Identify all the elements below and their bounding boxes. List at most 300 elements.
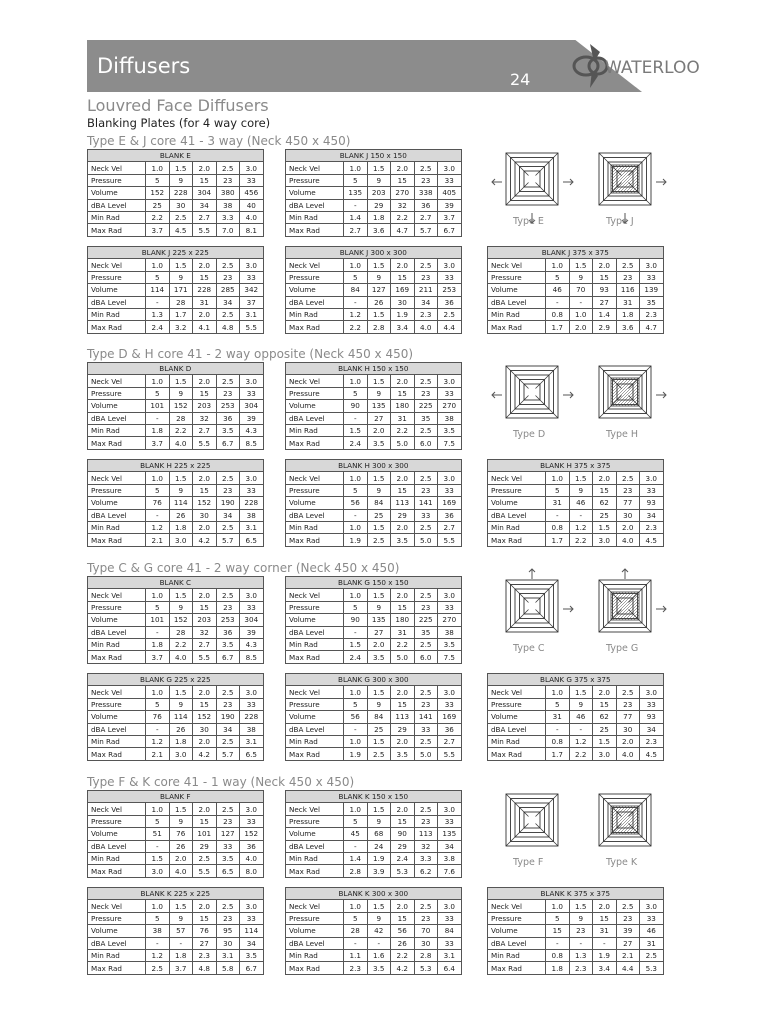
table-cell: 3.0 <box>240 686 264 698</box>
table-cell: 3.0 <box>640 472 664 484</box>
row-label: Neck Vel <box>286 375 344 387</box>
airflow-arrow-icon <box>620 564 632 583</box>
diagram-caption: Type K <box>606 857 638 868</box>
table-cell: 5 <box>344 484 368 496</box>
table-row <box>286 828 462 840</box>
table-cell: 0.8 <box>546 521 570 533</box>
table-row <box>488 962 664 974</box>
table-cell: 56 <box>344 497 368 509</box>
diagram-caption: Type D <box>513 429 546 440</box>
table-cell: 1.7 <box>546 321 570 333</box>
table-cell: 1.0 <box>146 472 170 484</box>
table-cell: 253 <box>216 400 240 412</box>
table-cell: 39 <box>240 412 264 424</box>
table-cell: 1.0 <box>546 472 570 484</box>
row-label: Min Rad <box>286 308 344 320</box>
table-cell: 4.8 <box>216 321 240 333</box>
table-cell: 1.0 <box>146 803 170 815</box>
table-cell: 31 <box>391 412 415 424</box>
table-cell: 6.5 <box>216 865 240 877</box>
table-cell: 30 <box>391 296 415 308</box>
table-row <box>286 748 462 760</box>
table-row <box>286 211 462 223</box>
table-cell: 5 <box>344 912 368 924</box>
table-cell: 15 <box>391 815 415 827</box>
table-cell: 9 <box>169 698 193 710</box>
table-row <box>286 387 462 399</box>
table-row <box>488 912 664 924</box>
table-cell: 2.2 <box>569 534 593 546</box>
table-cell: 2.5 <box>216 803 240 815</box>
table-cell: 1.0 <box>146 259 170 271</box>
row-label: Pressure <box>286 484 344 496</box>
table-cell: 3.0 <box>169 534 193 546</box>
table-cell: 23 <box>414 387 438 399</box>
table-cell: 23 <box>216 484 240 496</box>
table-row <box>88 308 264 320</box>
table-cell: 2.3 <box>640 735 664 747</box>
table-cell: 4.2 <box>193 534 217 546</box>
table-row <box>88 686 264 698</box>
table-cell: 23 <box>414 912 438 924</box>
table-cell: 3.7 <box>146 224 170 236</box>
table-cell: 34 <box>414 296 438 308</box>
row-label: Neck Vel <box>286 162 344 174</box>
table-cell: 114 <box>169 711 193 723</box>
table-row <box>88 912 264 924</box>
table-row <box>488 534 664 546</box>
table-cell: 2.0 <box>367 424 391 436</box>
table-cell: 1.8 <box>146 638 170 650</box>
table-cell: 33 <box>438 174 462 186</box>
table-cell: 36 <box>216 626 240 638</box>
table-cell: 70 <box>569 284 593 296</box>
row-label: Pressure <box>488 271 546 283</box>
table-cell: 3.0 <box>240 900 264 912</box>
table-cell: 2.8 <box>344 865 368 877</box>
table-row <box>88 174 264 186</box>
table-cell: 33 <box>438 484 462 496</box>
table-row <box>286 840 462 852</box>
table-cell: 15 <box>391 484 415 496</box>
table-cell: 35 <box>640 296 664 308</box>
diagram-caption: Type H <box>606 429 638 440</box>
airflow-arrow-icon <box>563 601 575 620</box>
row-label: dBA Level <box>88 509 146 521</box>
table-cell: 1.5 <box>569 686 593 698</box>
table-row <box>286 472 462 484</box>
table-row <box>88 723 264 735</box>
table-cell: 1.5 <box>169 259 193 271</box>
page-header-title: Diffusers <box>97 54 191 78</box>
table-cell: 1.0 <box>146 375 170 387</box>
table-cell: 3.5 <box>367 651 391 663</box>
table-cell: 84 <box>438 925 462 937</box>
table-cell: 23 <box>616 484 640 496</box>
table-cell: 5 <box>146 271 170 283</box>
table-cell: 2.2 <box>391 424 415 436</box>
table-cell: 2.5 <box>216 521 240 533</box>
diffuser-diagram-icon <box>598 793 652 851</box>
performance-table <box>87 790 264 878</box>
table-title: BLANK J 150 x 150 <box>286 150 462 162</box>
table-row <box>88 259 264 271</box>
table-row <box>286 601 462 613</box>
table-cell: 2.5 <box>169 211 193 223</box>
table-title: BLANK E <box>88 150 264 162</box>
table-cell: 2.4 <box>391 852 415 864</box>
table-cell: 5.0 <box>391 437 415 449</box>
table-cell: 36 <box>414 199 438 211</box>
row-label: dBA Level <box>88 626 146 638</box>
table-cell: 62 <box>593 711 617 723</box>
table-cell: 5.5 <box>240 321 264 333</box>
table-cell: 2.0 <box>391 803 415 815</box>
table-cell: 7.0 <box>216 224 240 236</box>
table-cell: 2.5 <box>414 900 438 912</box>
diagram-caption: Type C <box>513 643 545 654</box>
table-cell: 28 <box>344 925 368 937</box>
table-cell: 3.6 <box>616 321 640 333</box>
row-label: Pressure <box>488 698 546 710</box>
table-cell: - <box>569 509 593 521</box>
table-cell: 3.0 <box>240 375 264 387</box>
table-cell: 4.0 <box>616 534 640 546</box>
table-row <box>88 497 264 509</box>
table-cell: 2.5 <box>414 589 438 601</box>
table-row <box>286 321 462 333</box>
table-cell: 2.0 <box>616 735 640 747</box>
table-cell: 2.7 <box>193 638 217 650</box>
table-cell: 1.9 <box>367 852 391 864</box>
table-cell: 31 <box>193 296 217 308</box>
table-cell: 2.0 <box>593 259 617 271</box>
table-cell: 1.5 <box>569 900 593 912</box>
table-cell: 6.0 <box>414 437 438 449</box>
table-cell: 38 <box>438 626 462 638</box>
table-cell: 2.2 <box>391 949 415 961</box>
table-cell: 1.4 <box>344 852 368 864</box>
table-cell: 2.7 <box>438 521 462 533</box>
table-cell: 34 <box>438 840 462 852</box>
table-cell: 190 <box>216 711 240 723</box>
table-cell: 4.3 <box>240 424 264 436</box>
table-cell: - <box>344 199 368 211</box>
table-cell: 1.9 <box>593 949 617 961</box>
table-cell: 3.4 <box>391 321 415 333</box>
table-row <box>88 296 264 308</box>
table-cell: 5 <box>146 912 170 924</box>
table-cell: 5.8 <box>216 962 240 974</box>
row-label: dBA Level <box>286 937 344 949</box>
table-cell: 3.5 <box>391 534 415 546</box>
row-label: Volume <box>286 711 344 723</box>
table-cell: 23 <box>616 912 640 924</box>
performance-table <box>487 673 664 761</box>
table-cell: 2.0 <box>391 472 415 484</box>
table-cell: 1.5 <box>169 900 193 912</box>
table-cell: 304 <box>240 400 264 412</box>
table-row <box>286 638 462 650</box>
table-cell: 5 <box>344 601 368 613</box>
table-cell: 7.5 <box>438 437 462 449</box>
table-cell: 3.7 <box>146 651 170 663</box>
table-cell: 15 <box>391 912 415 924</box>
table-cell: 2.5 <box>216 900 240 912</box>
row-label: Max Rad <box>286 651 344 663</box>
table-cell: 6.7 <box>216 437 240 449</box>
airflow-arrow-icon <box>656 601 668 620</box>
section-title: Type F & K core 41 - 1 way (Neck 450 x 450) <box>87 775 355 789</box>
table-cell: 1.4 <box>593 308 617 320</box>
table-row <box>88 199 264 211</box>
table-cell: 3.0 <box>438 589 462 601</box>
table-cell: 5 <box>344 271 368 283</box>
table-title: BLANK J 300 x 300 <box>286 247 462 259</box>
table-cell: 101 <box>146 400 170 412</box>
page-number: 24 <box>510 70 531 89</box>
performance-table <box>87 246 264 334</box>
table-cell: 23 <box>216 271 240 283</box>
row-label: Pressure <box>88 387 146 399</box>
table-cell: 135 <box>367 614 391 626</box>
table-cell: 2.5 <box>438 308 462 320</box>
row-label: Min Rad <box>286 638 344 650</box>
performance-table <box>487 459 664 547</box>
table-cell: 3.5 <box>367 437 391 449</box>
table-cell: - <box>146 937 170 949</box>
table-cell: 2.5 <box>367 748 391 760</box>
table-cell: 33 <box>438 271 462 283</box>
table-cell: 1.5 <box>367 900 391 912</box>
airflow-arrow-icon <box>563 387 575 406</box>
table-title: BLANK C <box>88 577 264 589</box>
table-cell: 2.1 <box>146 534 170 546</box>
table-cell: 4.0 <box>169 651 193 663</box>
table-cell: 2.5 <box>414 424 438 436</box>
table-cell: 37 <box>240 296 264 308</box>
table-cell: 3.1 <box>240 308 264 320</box>
table-cell: 285 <box>216 284 240 296</box>
table-cell: 5.7 <box>414 224 438 236</box>
table-cell: 38 <box>240 509 264 521</box>
page-title: Louvred Face Diffusers <box>87 96 269 115</box>
table-cell: 9 <box>169 815 193 827</box>
row-label: Max Rad <box>488 748 546 760</box>
row-label: Min Rad <box>88 735 146 747</box>
table-cell: 3.0 <box>438 259 462 271</box>
table-cell: 1.8 <box>169 521 193 533</box>
table-cell: 4.3 <box>240 638 264 650</box>
table-cell: 2.0 <box>193 900 217 912</box>
table-cell: 29 <box>391 840 415 852</box>
performance-table <box>87 149 264 237</box>
row-label: dBA Level <box>286 509 344 521</box>
row-label: Neck Vel <box>88 589 146 601</box>
table-cell: 8.5 <box>240 437 264 449</box>
table-row <box>286 925 462 937</box>
table-cell: - <box>146 296 170 308</box>
table-cell: 253 <box>216 614 240 626</box>
row-label: Neck Vel <box>488 686 546 698</box>
table-title: BLANK G 375 x 375 <box>488 674 664 686</box>
table-cell: 2.5 <box>414 162 438 174</box>
row-label: dBA Level <box>88 412 146 424</box>
table-cell: 31 <box>391 626 415 638</box>
performance-table <box>87 576 264 664</box>
table-row <box>488 271 664 283</box>
table-cell: 39 <box>438 199 462 211</box>
table-cell: 15 <box>193 174 217 186</box>
table-cell: 9 <box>367 912 391 924</box>
row-label: Pressure <box>88 912 146 924</box>
table-row <box>88 828 264 840</box>
table-cell: 2.0 <box>593 900 617 912</box>
table-cell: 57 <box>169 925 193 937</box>
diffuser-diagram-icon <box>598 579 652 637</box>
table-cell: 36 <box>240 840 264 852</box>
table-row <box>286 698 462 710</box>
diffuser-diagram-icon <box>505 579 559 637</box>
row-label: dBA Level <box>286 412 344 424</box>
table-cell: 15 <box>593 271 617 283</box>
table-row <box>286 412 462 424</box>
table-cell: 1.5 <box>367 589 391 601</box>
table-cell: 1.0 <box>344 162 368 174</box>
table-row <box>88 400 264 412</box>
table-cell: 135 <box>438 828 462 840</box>
table-cell: 25 <box>367 723 391 735</box>
table-row <box>488 521 664 533</box>
table-cell: 5 <box>146 174 170 186</box>
table-cell: 31 <box>546 497 570 509</box>
table-cell: 29 <box>367 199 391 211</box>
table-row <box>488 497 664 509</box>
table-cell: 1.5 <box>367 259 391 271</box>
table-cell: 15 <box>193 912 217 924</box>
table-row <box>286 424 462 436</box>
table-cell: 6.7 <box>216 651 240 663</box>
table-cell: 24 <box>367 840 391 852</box>
table-cell: 1.0 <box>546 900 570 912</box>
table-cell: 2.2 <box>344 321 368 333</box>
table-cell: - <box>344 296 368 308</box>
row-label: Volume <box>88 187 146 199</box>
table-cell: 113 <box>414 828 438 840</box>
table-cell: 2.0 <box>593 686 617 698</box>
table-cell: 3.0 <box>240 472 264 484</box>
table-row <box>286 534 462 546</box>
row-label: Max Rad <box>88 321 146 333</box>
table-cell: 5.3 <box>414 962 438 974</box>
table-cell: 2.5 <box>414 735 438 747</box>
table-cell: 1.0 <box>344 900 368 912</box>
table-row <box>286 865 462 877</box>
table-row <box>286 497 462 509</box>
table-row <box>286 199 462 211</box>
airflow-arrow-icon <box>656 174 668 193</box>
table-cell: 2.2 <box>391 638 415 650</box>
table-cell: 3.8 <box>438 852 462 864</box>
table-row <box>286 400 462 412</box>
table-cell: 23 <box>216 912 240 924</box>
table-cell: 3.7 <box>169 962 193 974</box>
table-cell: 9 <box>169 912 193 924</box>
performance-table <box>487 887 664 975</box>
table-row <box>88 626 264 638</box>
row-label: dBA Level <box>488 937 546 949</box>
table-cell: 1.9 <box>391 308 415 320</box>
table-cell: 169 <box>438 497 462 509</box>
table-cell: 1.2 <box>146 521 170 533</box>
table-cell: 23 <box>616 271 640 283</box>
performance-table <box>285 673 462 761</box>
table-row <box>286 937 462 949</box>
row-label: Max Rad <box>88 651 146 663</box>
row-label: dBA Level <box>88 723 146 735</box>
table-cell: 1.5 <box>367 162 391 174</box>
table-cell: 15 <box>193 484 217 496</box>
row-label: dBA Level <box>286 723 344 735</box>
table-cell: 3.0 <box>240 259 264 271</box>
table-cell: 5.5 <box>193 651 217 663</box>
table-cell: 5 <box>146 698 170 710</box>
table-cell: 3.5 <box>438 424 462 436</box>
row-label: Volume <box>286 828 344 840</box>
row-label: Neck Vel <box>286 259 344 271</box>
table-row <box>286 174 462 186</box>
row-label: Min Rad <box>488 308 546 320</box>
table-cell: 3.7 <box>146 437 170 449</box>
table-cell: 1.0 <box>344 472 368 484</box>
table-cell: 4.7 <box>640 321 664 333</box>
table-cell: 33 <box>414 509 438 521</box>
airflow-arrow-icon <box>490 174 502 193</box>
table-cell: 9 <box>169 484 193 496</box>
table-cell: 26 <box>367 296 391 308</box>
table-cell: 2.3 <box>193 949 217 961</box>
table-cell: 2.5 <box>193 852 217 864</box>
table-cell: 23 <box>414 698 438 710</box>
table-row <box>286 852 462 864</box>
row-label: Max Rad <box>286 224 344 236</box>
table-cell: 15 <box>193 271 217 283</box>
row-label: Min Rad <box>88 521 146 533</box>
row-label: dBA Level <box>286 840 344 852</box>
table-cell: 56 <box>344 711 368 723</box>
table-row <box>286 900 462 912</box>
table-cell: 8.0 <box>240 865 264 877</box>
table-cell: 33 <box>240 815 264 827</box>
row-label: Max Rad <box>88 224 146 236</box>
table-row <box>488 686 664 698</box>
table-cell: 3.5 <box>240 949 264 961</box>
row-label: Volume <box>88 614 146 626</box>
table-row <box>286 589 462 601</box>
table-cell: 33 <box>240 387 264 399</box>
table-cell: 114 <box>240 925 264 937</box>
row-label: Max Rad <box>286 962 344 974</box>
table-cell: 8.1 <box>240 224 264 236</box>
table-cell: 1.0 <box>546 686 570 698</box>
table-cell: 1.0 <box>569 308 593 320</box>
table-cell: 7.5 <box>438 651 462 663</box>
table-cell: 304 <box>193 187 217 199</box>
table-cell: 3.0 <box>593 534 617 546</box>
row-label: dBA Level <box>286 626 344 638</box>
table-cell: 152 <box>169 614 193 626</box>
row-label: Min Rad <box>88 308 146 320</box>
